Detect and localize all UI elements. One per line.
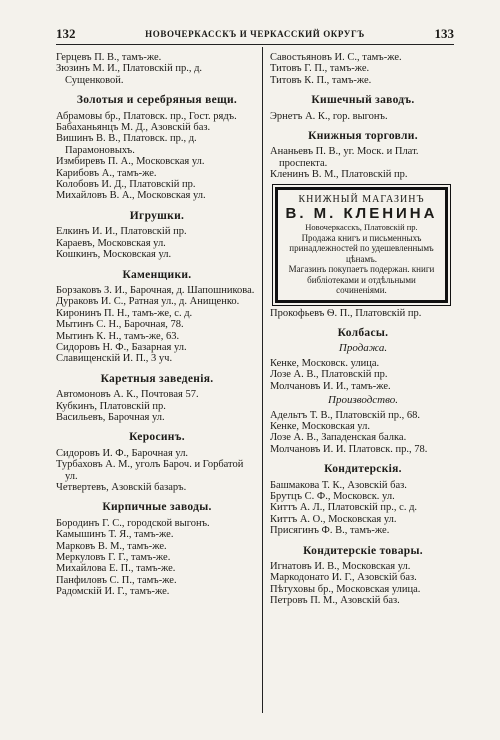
directory-entry: Измбиревъ П. А., Московская ул. [56, 156, 205, 168]
ad-sales-text: Продажа книгъ и письменныхъ принадлежностей по удешевленнымъ цѣнамъ. [289, 232, 434, 264]
directory-entry: Петровъ П. М., Азовскій баз. [270, 595, 400, 607]
directory-entry: Титовъ К. П., тамъ-же. [270, 74, 372, 86]
directory-entry: Четвертевъ, Азовскій базаръ. [56, 482, 187, 493]
directory-entry: Дураковъ И. С., Ратная ул., д. Анищенко. [56, 296, 240, 308]
left-column [56, 52, 258, 598]
directory-entry: Борзаковъ З. И., Барочная, д. Шапошникова. [56, 284, 255, 296]
directory-entry: Маркодонато И. Г., Азовскій баз. [270, 572, 417, 584]
section-heading: Каретныя заведенія. [100, 372, 214, 385]
directory-entry: Мытинъ С. Н., Барочная, 78. [56, 319, 184, 331]
directory-entry: Адельтъ Т. В., Платовскій пр., 68. [270, 409, 420, 421]
section-subheading: Продажа. [338, 342, 388, 355]
directory-entry: Радомскій И. Г., тамъ-же. [56, 586, 170, 598]
section-heading: Книжныя торговли. [308, 130, 418, 143]
directory-entry: Турбаховъ А. М., уголъ Бароч. и Горбатой ул. [56, 459, 244, 482]
right-column-bottom [270, 308, 456, 607]
left-page-number: 132 [56, 26, 76, 41]
directory-entry: Молчановъ И. И. Платовск. пр., 78. [270, 443, 428, 455]
directory-entry: Молчановъ И. И., тамъ-же. [270, 380, 391, 392]
right-column-top [270, 52, 456, 181]
bookshop-advertisement [275, 187, 448, 303]
section-subheading: Производство. [328, 394, 398, 407]
directory-entry: Зюзинъ М. И., Платовскій пр., д. Сущенковой. [56, 63, 203, 86]
section-heading: Колбасы. [337, 327, 389, 340]
section-heading: Кондитерскія. [324, 463, 402, 476]
directory-entry: Ананьевъ П. В., уг. Моск. и Плат. проспекта. [270, 146, 419, 169]
section-heading: Кондитерскіе товары. [303, 544, 423, 557]
directory-entry: Васильевъ, Барочная ул. [56, 411, 165, 423]
directory-entry: Башмакова Т. К., Азовскій баз. [270, 479, 407, 491]
directory-entry: Михайловъ В. А., Московская ул. [56, 190, 206, 202]
directory-entry: Кенке, Московск. улица. [270, 357, 380, 369]
directory-entry: Вишинъ В. В., Платовск. пр., д. Парамоновыхъ. [56, 133, 197, 156]
right-page-number: 133 [434, 26, 454, 41]
section-heading: Керосинъ. [129, 431, 185, 444]
directory-entry: Присягинъ Ф. В., тамъ-же. [270, 525, 390, 537]
directory-entry: Бородинъ Г. С., городской выгонъ. [56, 517, 210, 529]
directory-entry: Марковъ В. М., тамъ-же. [56, 540, 167, 552]
section-heading: Кишечный заводъ. [311, 94, 415, 107]
section-heading: Игрушки. [129, 209, 185, 222]
directory-entry: Мытинъ К. Н., тамъ-же, 63. [56, 330, 180, 342]
directory-entry: Эрнетъ А. К., гор. выгонъ. [270, 110, 388, 122]
directory-entry: Сидоровъ И. Ф., Барочная ул. [56, 447, 189, 459]
directory-entry: Кубкинъ, Платовскій пр. [56, 400, 166, 412]
right-column [270, 52, 456, 607]
ad-buying-text: Магазинъ покупаетъ подержан. книги библіотеками и отдѣльными сочиненіями. [288, 264, 435, 296]
directory-entry: Герцевъ П. В., тамъ-же. [56, 52, 162, 63]
column-divider [262, 47, 263, 713]
directory-entry: Кенке, Московская ул. [270, 420, 370, 432]
directory-entry: Карибовъ А., тамъ-же. [56, 167, 157, 179]
directory-entry: Брутцъ С. Ф., Московск. ул. [270, 490, 395, 502]
ad-address: Новочеркасскъ, Платовскій пр. [305, 221, 418, 232]
directory-entry: Абрамовы бр., Платовск. пр., Гост. рядъ. [56, 110, 237, 122]
directory-entry: Савостьяновъ И. С., тамъ-же. [270, 52, 402, 63]
running-title: НОВОЧЕРКАССКЪ И ЧЕРКАССКИЙ ОКРУГЪ [145, 29, 365, 39]
directory-entry: Славищенскій И. П., 3 уч. [56, 353, 173, 365]
directory-entry: Бабаханьянцъ М. Д., Азовскій баз. [56, 122, 211, 134]
ad-owner-name: В. М. КЛЕНИНА [285, 204, 438, 222]
page-header [56, 26, 454, 42]
directory-entry: Прокофьевъ Ѳ. П., Платовскій пр. [270, 307, 422, 319]
directory-entry: Панфиловъ С. П., тамъ-же. [56, 574, 177, 586]
directory-entry: Автомоновъ А. К., Почтовая 57. [56, 389, 199, 401]
directory-entry: Михайлова Е. П., тамъ-же. [56, 563, 176, 575]
directory-entry: Кленинъ В. М., Платовскій пр. [270, 169, 408, 181]
directory-entry: Лозе А. В., Западенская балка. [270, 432, 407, 444]
directory-entry: Колобовъ И. Д., Платовскій пр. [56, 179, 196, 191]
header-rule [56, 44, 454, 45]
directory-entry: Лозе А. В., Платовскій пр. [270, 369, 388, 381]
directory-entry: Игнатовъ И. В., Московская ул. [270, 560, 411, 572]
directory-entry: Караевъ, Московская ул. [56, 237, 166, 249]
section-heading: Золотыя и серебряныя вещи. [76, 94, 238, 107]
directory-entry: Пѣтуховы бр., Московская улица. [270, 583, 421, 595]
directory-entry: Сидоровъ Н. Ф., Базарная ул. [56, 341, 187, 353]
directory-entry: Титовъ Г. П., тамъ-же. [270, 63, 370, 75]
directory-entry: Киттъ А. Л., Платовскій пр., с. д. [270, 502, 418, 514]
directory-entry: Меркуловъ Г. Г., тамъ-же. [56, 552, 171, 564]
directory-entry: Кошкинъ, Московская ул. [56, 249, 172, 261]
directory-entry: Киттъ А. О., Московская ул. [270, 513, 397, 525]
section-heading: Каменщики. [122, 268, 192, 281]
directory-entry: Киронинъ П. Н., тамъ-же, с. д. [56, 307, 193, 319]
section-heading: Кирпичные заводы. [102, 501, 212, 514]
directory-entry: Елкинъ И. И., Платовскій пр. [56, 226, 187, 238]
directory-entry: Камышинъ Т. Я., тамъ-же. [56, 529, 174, 541]
ad-shop-label: КНИЖНЫЙ МАГАЗИНЪ [298, 193, 425, 205]
